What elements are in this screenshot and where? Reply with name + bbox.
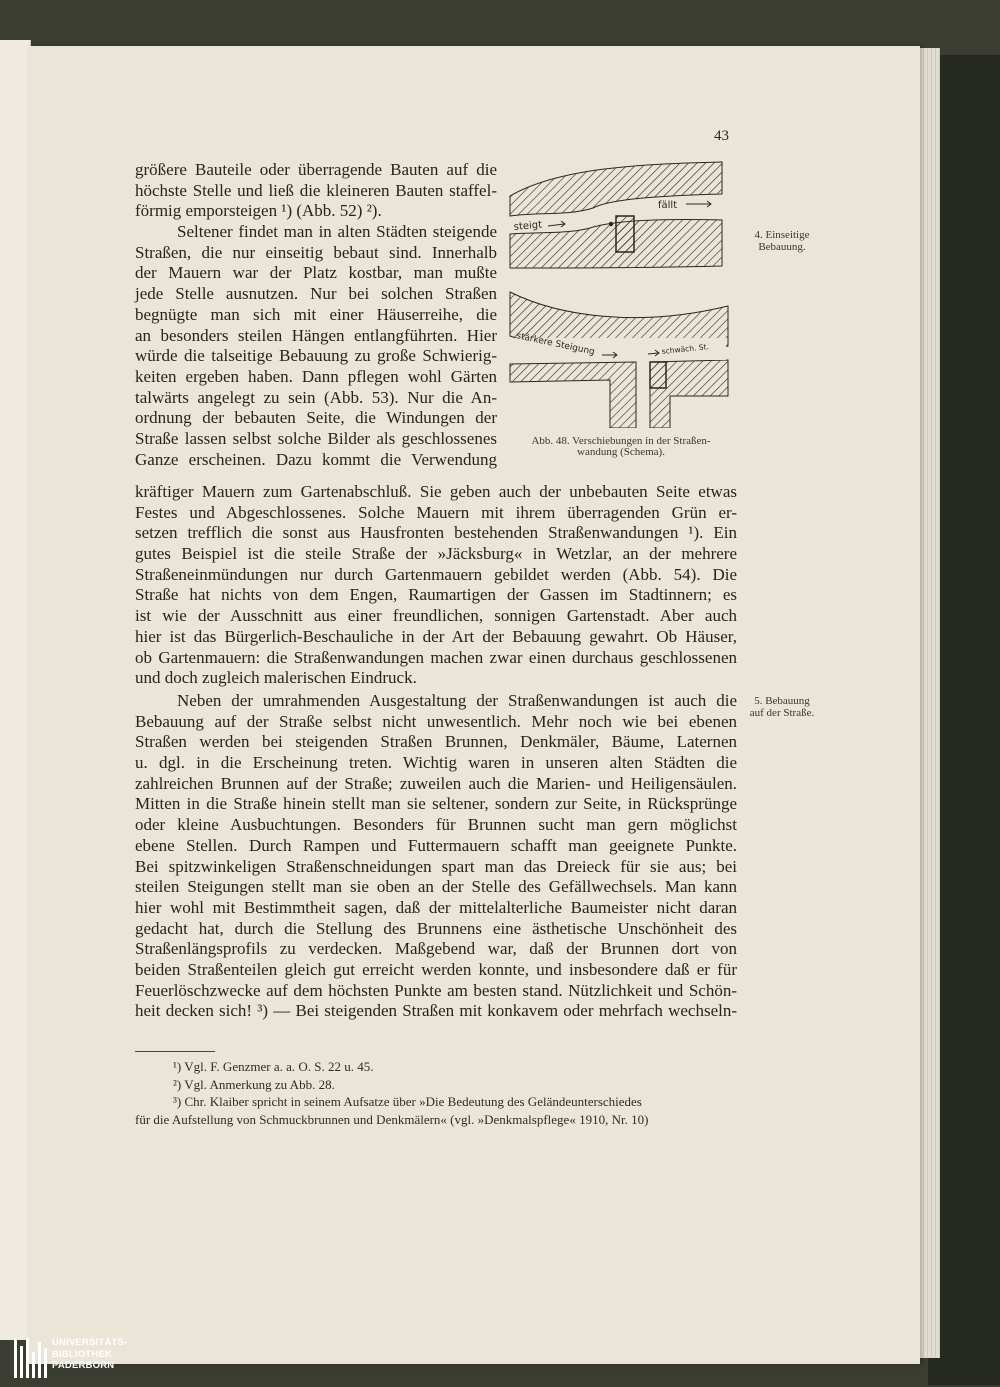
margin-note-einseitige-bebauung <box>742 229 822 253</box>
footnote: für die Aufstellung von Schmuckbrunnen und Denkmälern« (vgl. »Denkmalspflege« 1910, Nr. 10) <box>135 1111 649 1127</box>
text-line: Neben der umrahmenden Ausgestaltung der Straßenwandungen ist auch die <box>177 691 737 710</box>
text-line: Straße lassen selbst solche Bilder als geschlossenes <box>135 428 497 448</box>
figure-caption <box>505 436 737 458</box>
text-line: an besonders steilen Hängen entlangführten. Hier <box>135 325 497 345</box>
text-line: kräftiger Mauern zum Gartenabschluß. Sie geben auch der unbebauten Seite etwas <box>135 482 737 501</box>
text-line: jede Stelle ausnutzen. Nur bei solchen Straßen <box>135 284 497 304</box>
text-line: größere Bauteile oder überragende Bauten auf die <box>135 160 497 179</box>
logo-line: BIBLIOTHEK <box>52 1348 113 1360</box>
text-line: Mitten in die Straße hinein stellt man sie seltener, sondern zur Seite, in Rücksprünge <box>135 794 737 814</box>
label-steigt: steigt <box>513 219 543 233</box>
text-line: heit decken sich! ³) — Bei steigenden Straßen mit konkavem oder mehrfach wechseln- <box>135 1001 737 1021</box>
text-line: hier wohl mit Bestimmtheit sagen, daß der mittelalterliche Baumeister nicht daran <box>135 897 737 917</box>
label-schwaech-st: schwäch. St. <box>661 342 710 356</box>
figure-street-wall-schema <box>498 158 734 428</box>
text-line: begnügte man sich mit einer Häuserreihe, die <box>135 304 497 324</box>
footnote: ²) Vgl. Anmerkung zu Abb. 28. <box>173 1076 335 1092</box>
text-line: ob Gartenmauern: die Straßenwandungen machen zwar einen durchaus geschlossenen <box>135 647 737 667</box>
text-line: Bei spitzwinkeligen Straßenschneidungen spart man das Dreieck für sie aus; bei <box>135 856 737 876</box>
text-line: gedacht hat, durch die Stellung des Brunnens eine ästhetische Unschönheit des <box>135 918 737 938</box>
footnote: ¹) Vgl. F. Genzmer a. a. O. S. 22 u. 45. <box>173 1059 374 1074</box>
text-line: Straße hat nichts von dem Engen, Raumartigen der Gassen im Stadtinnern; es <box>135 585 737 605</box>
text-line: ordnung der bebauten Seite, die Windungen der <box>135 408 497 428</box>
logo-line: UNIVERSITÄTS- <box>52 1337 128 1348</box>
text-line: Feuerlöschzwecke auf dem höchsten Punkte am besten stand. Nützlichkeit und Schön- <box>135 980 737 1000</box>
page-number: 43 <box>714 128 729 144</box>
paragraph-column-narrow <box>135 160 497 470</box>
text-line: steilen Steigungen stellt man sie oben an der Stelle des Gefällwechsels. Man kann <box>135 877 737 897</box>
text-line: ist wie der Ausschnitt aus einer freundlichen, sonnigen Gartenstadt. Aber auch <box>135 606 737 626</box>
library-logo <box>14 1336 154 1380</box>
text-line: talwärts angelegt zu sein (Abb. 53). Nur die An- <box>135 387 497 407</box>
text-line: ebene Stellen. Durch Rampen und Futtermauern schafft man geeignete Punkte. <box>135 835 737 855</box>
text-line: oder kleine Ausbuchtungen. Besonders für Brunnen sucht man gern möglichst <box>135 815 737 835</box>
caption-line: Abb. 48. Verschiebungen in der Straßen- <box>531 435 711 447</box>
footnote: ³) Chr. Klaiber spricht in seinem Aufsatze über »Die Bedeutung des Geländeunterschiedes <box>173 1094 642 1109</box>
lower-wall-left <box>510 362 636 428</box>
lower-house-block <box>650 362 666 388</box>
footnote-rule <box>135 1051 215 1052</box>
text-line: zahlreichen Brunnen auf der Straße; zuweilen auch die Marien- und Heiligensäulen. <box>135 773 737 793</box>
margin-note-line: auf der Straße. <box>749 707 815 719</box>
library-logo-text <box>52 1337 127 1372</box>
label-staerkere-steigung: stärkere Steigung <box>515 331 596 358</box>
paragraph-bebauung <box>135 691 737 1022</box>
library-logo-icon <box>14 1338 48 1378</box>
text-line: keiten ergeben haben. Dann pflegen wohl Gärten <box>135 366 497 386</box>
book-cover-left <box>0 40 31 1340</box>
label-faellt: fällt <box>658 200 678 211</box>
margin-note-bebauung-auf-der-strasse <box>742 695 822 719</box>
text-line: u. dgl. in die Erscheinung treten. Wichtig waren in unseren alten Städten die <box>135 753 737 773</box>
text-line: Straßen werden bei steigenden Straßen Brunnen, Denkmäler, Bäume, Laternen <box>135 732 737 752</box>
upper-house-block <box>616 216 634 252</box>
margin-note-line: Bebauung. <box>758 241 806 253</box>
margin-note-line: 5. Bebauung <box>754 695 810 707</box>
text-line: höchste Stelle und ließ die kleineren Bauten staffel- <box>135 180 497 200</box>
text-line: hier ist das Bürgerlich-Beschauliche in der Art der Bebauung gewahrt. Ob Häuser, <box>135 626 737 646</box>
text-line: setzen trefflich die sonst aus Hausfronten bestehenden Straßenwandungen ¹). Ein <box>135 523 737 543</box>
text-line: Straßeneinmündungen nur durch Gartenmauern gebildet werden (Abb. 54). Die <box>135 564 737 584</box>
margin-note-line: 4. Einseitige <box>754 229 810 241</box>
logo-line: PADERBORN <box>52 1360 115 1371</box>
text-line: förmig emporsteigen ¹) (Abb. 52) ²). <box>135 201 382 221</box>
paragraph-column-wide <box>135 482 737 689</box>
upper-wall-top <box>510 162 722 216</box>
text-line: Straßenlängsprofils zu verdecken. Maßgebend war, daß der Brunnen dort von <box>135 939 737 959</box>
text-line: Seltener findet man in alten Städten steigende <box>177 222 497 242</box>
text-line: beiden Straßenteilen gleich gut erreicht werden konnte, und insbesondere daß er für <box>135 959 737 979</box>
text-line: Ganze erscheinen. Dazu kommt die Verwendung <box>135 449 497 469</box>
text-line: der Mauern war der Platz kostbar, man mußte <box>135 263 497 283</box>
text-line: Bebauung auf der Straße selbst nicht unwesentlich. Mehr noch wie bei ebenen <box>135 711 737 731</box>
text-line: Festes und Abgeschlossenes. Solche Mauern mit ihrem überragenden Grün er- <box>135 502 737 522</box>
footnotes <box>135 1058 737 1128</box>
text-line: und doch zugleich malerischen Eindruck. <box>135 668 417 688</box>
fountain-dot <box>609 222 613 226</box>
text-line: würde die talseitige Bebauung zu große Schwierig- <box>135 346 497 366</box>
text-line: Straßen, die nur einseitig bebaut sind. Innerhalb <box>135 242 497 262</box>
caption-line: wandung (Schema). <box>577 446 665 458</box>
text-line: gutes Beispiel ist die steile Straße der »Jäcksburg« in Wetzlar, an der mehrere <box>135 544 737 564</box>
